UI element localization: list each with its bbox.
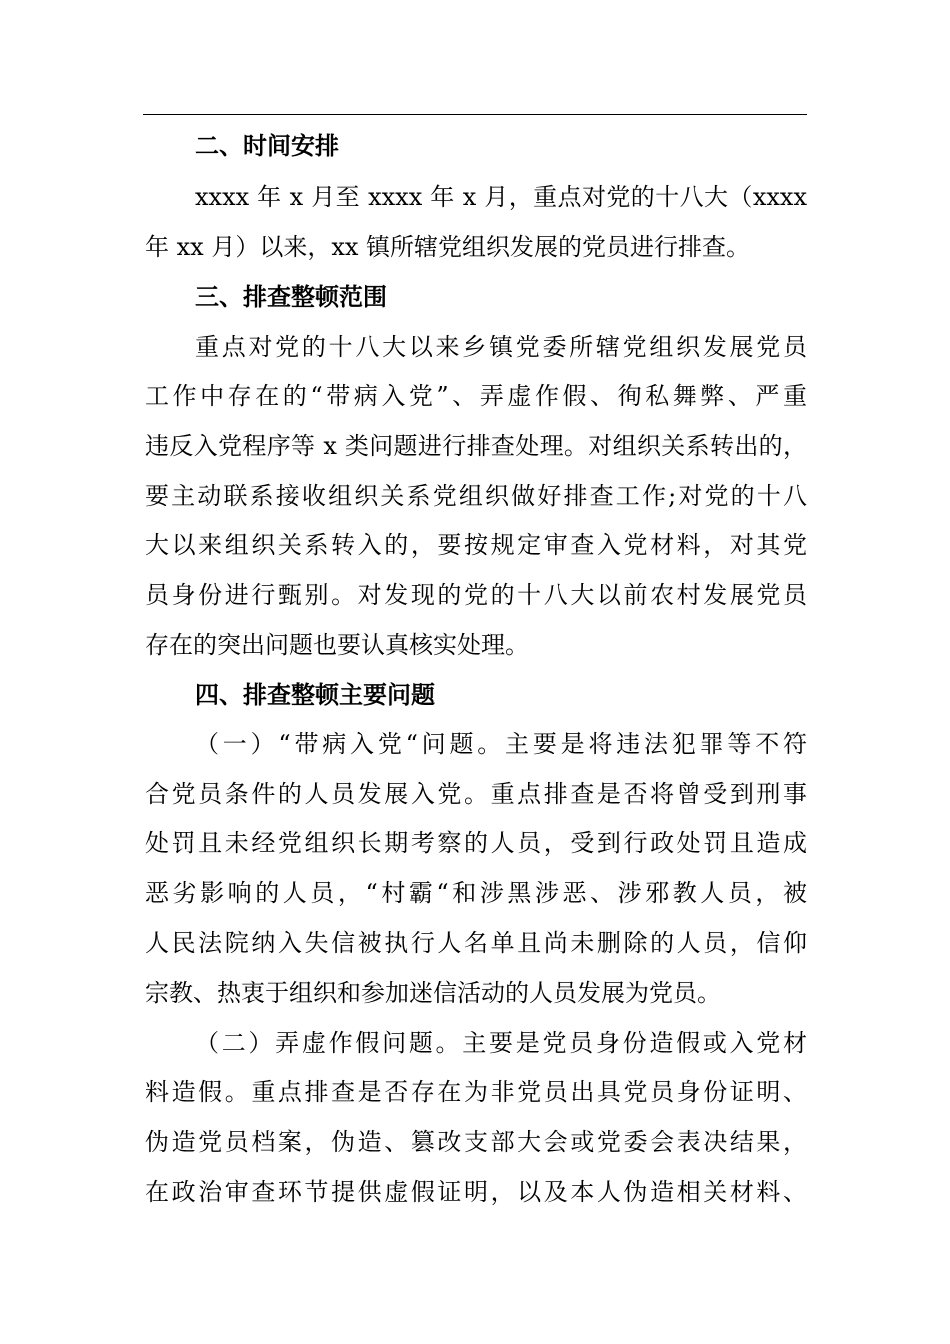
paragraph-line: 人民法院纳入失信被执行人名单且尚未删除的人员，信仰: [145, 929, 807, 957]
paragraph-line: 年 xx 月）以来，xx 镇所辖党组织发展的党员进行排查。: [145, 233, 751, 261]
paragraph-line: 宗教、热衷于组织和参加迷信活动的人员发展为党员。: [145, 979, 721, 1007]
paragraph-line: 员身份进行甄别。对发现的党的十八大以前农村发展党员: [145, 581, 807, 609]
paragraph-line: 在政治审查环节提供虚假证明，以及本人伪造相关材料、: [145, 1178, 807, 1206]
paragraph-line: 伪造党员档案，伪造、篡改支部大会或党委会表决结果，: [145, 1128, 807, 1156]
paragraph-line: 大以来组织关系转入的，要按规定审查入党材料，对其党: [145, 531, 807, 559]
header-rule: [143, 114, 807, 115]
paragraph-line: （二）弄虚作假问题。主要是党员身份造假或入党材: [195, 1029, 807, 1057]
paragraph-line: 工作中存在的“带病入党”、弄虚作假、徇私舞弊、严重: [145, 382, 807, 410]
paragraph-line: 合党员条件的人员发展入党。重点排查是否将曾受到刑事: [145, 780, 807, 808]
section-heading-schedule: 二、时间安排: [195, 132, 339, 160]
paragraph-line: 重点对党的十八大以来乡镇党委所辖党组织发展党员: [195, 333, 807, 361]
paragraph-line: 要主动联系接收组织关系党组织做好排查工作;对党的十八: [145, 482, 807, 510]
paragraph-line: 处罚且未经党组织长期考察的人员，受到行政处罚且造成: [145, 829, 807, 857]
paragraph-line: 恶劣影响的人员，“村霸“和涉黑涉恶、涉邪教人员，被: [145, 879, 807, 907]
paragraph-line: 存在的突出问题也要认真核实处理。: [145, 631, 529, 659]
section-heading-scope: 三、排查整顿范围: [195, 283, 387, 311]
paragraph-line: 违反入党程序等 x 类问题进行排查处理。对组织关系转出的，: [145, 432, 807, 460]
paragraph-line: （一）“带病入党“问题。主要是将违法犯罪等不符: [195, 730, 807, 758]
section-heading-main-issues: 四、排查整顿主要问题: [195, 681, 435, 709]
paragraph-line: xxxx 年 x 月至 xxxx 年 x 月，重点对党的十八大（xxxx: [195, 183, 807, 211]
paragraph-line: 料造假。重点排查是否存在为非党员出具党员身份证明、: [145, 1078, 807, 1106]
